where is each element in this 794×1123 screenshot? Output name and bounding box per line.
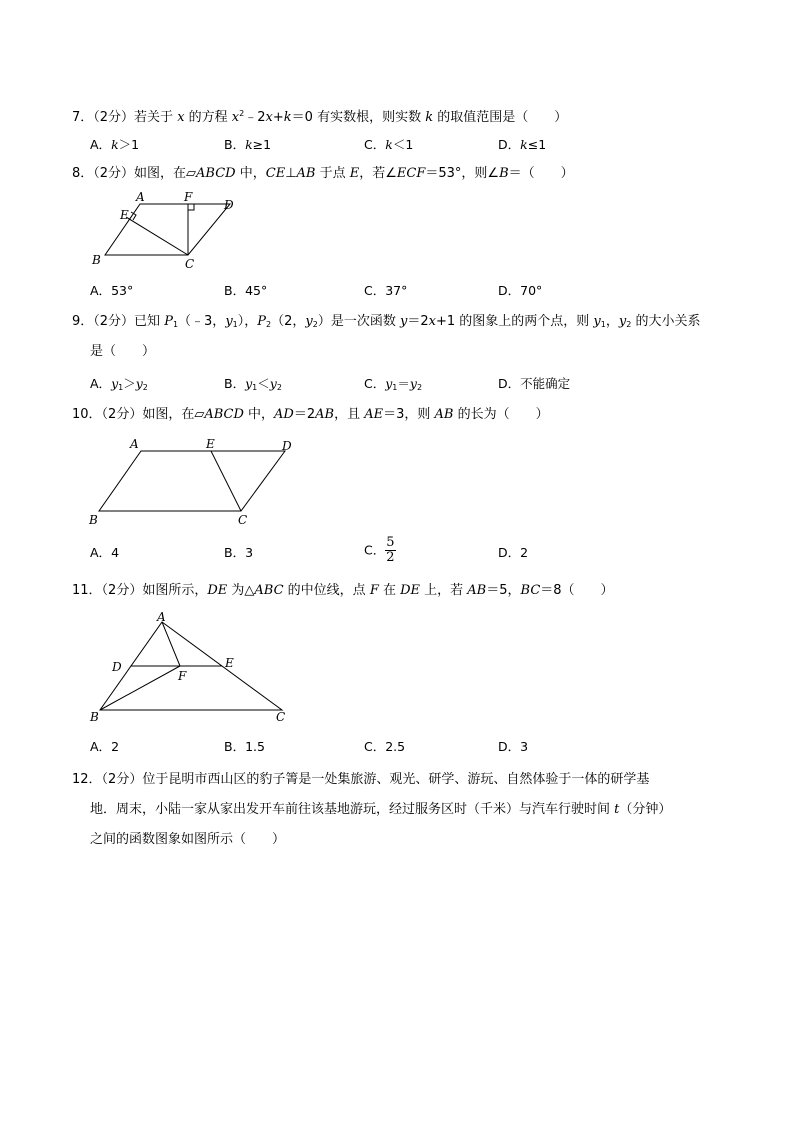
q9-option-a: A．$y_1>y_2$: [90, 376, 148, 392]
q7-option-b: B．k≥1: [224, 137, 272, 152]
question-8: 8．（2分）如图，在▱ABCD 中，CE⊥AB 于点 E，若∠ECF＝53°，则∠B＝（ ）: [72, 166, 574, 181]
q10-parallelogram-figure: [85, 434, 305, 530]
q8-option-d: D．70°: [498, 283, 543, 298]
question-12: 12．（2分）位于昆明市西山区的豹子箐是一处集旅游、观光、研学、游玩、自然体验于一体的研学基: [72, 772, 650, 787]
q11-label-c: C: [276, 710, 286, 724]
q7-option-d: D．k≤1: [498, 137, 547, 152]
q11-label-a: A: [157, 610, 166, 624]
q10-option-c: C． $\frac{5}{2}$: [364, 535, 395, 565]
q8-label-a: A: [136, 190, 145, 204]
q10-option-a: A．4: [90, 545, 120, 560]
question-10: 10．（2分）如图，在▱ABCD 中，AD＝2AB，且 AE＝3，则 AB 的长为（ ）: [72, 407, 549, 422]
q8-option-c: C．37°: [364, 283, 408, 298]
q11-label-f: F: [178, 669, 187, 683]
q8-label-f: F: [184, 190, 193, 204]
question-7: 7．（2分）若关于 x 的方程 $x^2﹣2x+k=0$ 有实数根，则实数 k 的取值范围是（ ）: [72, 109, 568, 125]
q9-option-b: B．$y_1<y_2$: [224, 376, 282, 392]
q7-option-c: C．k＜1: [364, 137, 414, 152]
q11-option-d: D．3: [498, 739, 529, 754]
q9-option-c: C．$y_1=y_2$: [364, 376, 423, 392]
q7-option-a: A．k＞1: [90, 137, 140, 152]
q11-option-b: B．1.5: [224, 739, 265, 754]
q8-label-c: C: [185, 257, 195, 271]
q9-option-d: D．不能确定: [498, 376, 571, 391]
q10-option-d: D．2: [498, 545, 529, 560]
q11-option-a: A．2: [90, 739, 120, 754]
q8-option-b: B．45°: [224, 283, 268, 298]
question-12-line-2: 地．周末，小陆一家从家出发开车前往该基地游玩，经过服务区时（千米）与汽车行驶时间 t（分钟）: [90, 802, 672, 817]
q11-label-b: B: [90, 710, 99, 724]
q10-option-b: B．3: [224, 545, 254, 560]
q11-triangle-figure: [85, 610, 305, 726]
q10-label-a: A: [130, 437, 139, 451]
question-12-line-3: 之间的函数图象如图所示（ ）: [90, 832, 286, 847]
q10-label-c: C: [238, 513, 248, 527]
q8-label-b: B: [92, 253, 101, 267]
question-11: 11．（2分）如图所示，DE 为△ABC 的中位线，点 F 在 DE 上，若 AB＝5，BC＝8（ ）: [72, 583, 614, 598]
question-9-line-2: 是（ ）: [90, 344, 156, 359]
q11-label-d: D: [112, 660, 122, 674]
q11-option-c: C．2.5: [364, 739, 406, 754]
q10-label-d: D: [282, 439, 292, 453]
q10-label-e: E: [206, 437, 215, 451]
q10-fraction: $\frac{5}{2}$: [386, 535, 395, 565]
q8-label-d: D: [224, 198, 234, 212]
question-9: 9．（2分）已知 $P_1(﹣3$，$y_1$），$P_2(2$，$y_2$）是一次函数 y＝2x+1 的图象上的两个点，则 $y_1$，$y_2$ 的大小关系: [72, 314, 701, 329]
q11-label-e: E: [225, 656, 234, 670]
q10-label-b: B: [89, 513, 98, 527]
q8-label-e: E: [120, 208, 129, 222]
q8-parallelogram-figure: [85, 188, 245, 272]
q8-option-a: A．53°: [90, 283, 134, 298]
